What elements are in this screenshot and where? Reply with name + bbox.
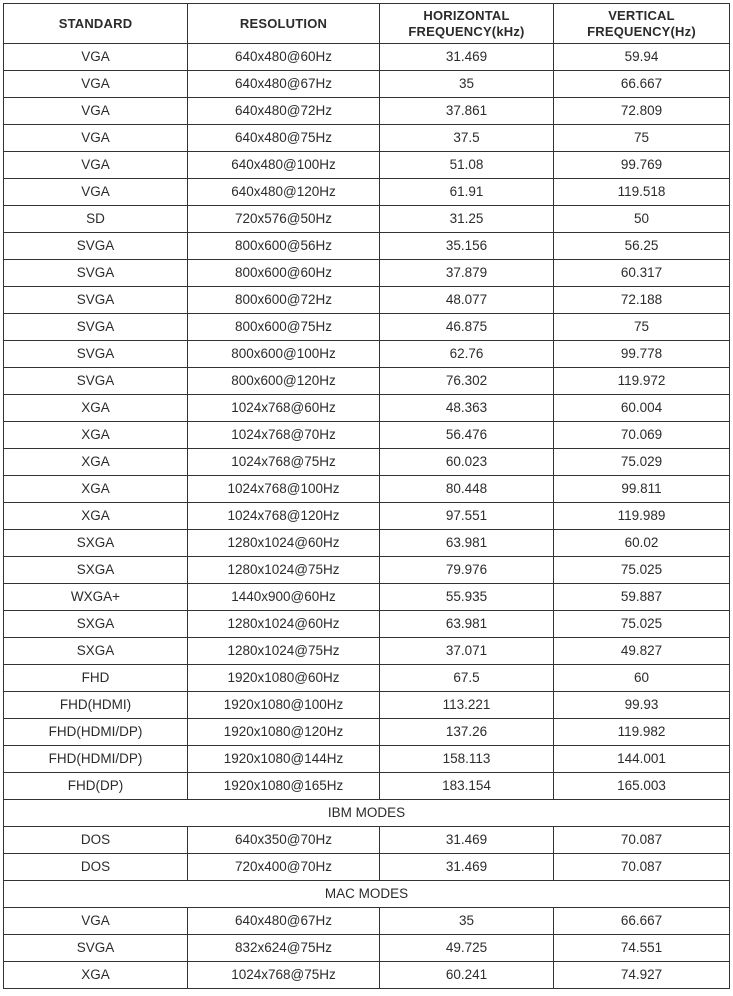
cell-standard: SVGA — [4, 287, 188, 314]
cell-resolution: 1920x1080@60Hz — [188, 665, 380, 692]
section-title: IBM MODES — [4, 800, 730, 827]
cell-resolution: 800x600@75Hz — [188, 314, 380, 341]
cell-resolution: 1440x900@60Hz — [188, 584, 380, 611]
table-row — [4, 314, 730, 341]
cell-horizontal-frequency: 37.5 — [380, 125, 554, 152]
cell-resolution: 640x480@60Hz — [188, 44, 380, 71]
cell-resolution: 832x624@75Hz — [188, 935, 380, 962]
cell-resolution: 1920x1080@120Hz — [188, 719, 380, 746]
table-row — [4, 503, 730, 530]
cell-horizontal-frequency: 76.302 — [380, 368, 554, 395]
table-row — [4, 827, 730, 854]
cell-resolution: 1920x1080@144Hz — [188, 746, 380, 773]
cell-resolution: 720x576@50Hz — [188, 206, 380, 233]
cell-standard: SVGA — [4, 314, 188, 341]
cell-resolution: 1024x768@70Hz — [188, 422, 380, 449]
cell-standard: FHD(HDMI) — [4, 692, 188, 719]
cell-vertical-frequency: 144.001 — [554, 746, 730, 773]
cell-horizontal-frequency: 63.981 — [380, 611, 554, 638]
cell-horizontal-frequency: 37.071 — [380, 638, 554, 665]
table-row — [4, 395, 730, 422]
cell-horizontal-frequency: 31.25 — [380, 206, 554, 233]
cell-vertical-frequency: 66.667 — [554, 908, 730, 935]
table-row — [4, 233, 730, 260]
cell-resolution: 1280x1024@60Hz — [188, 530, 380, 557]
cell-vertical-frequency: 60.317 — [554, 260, 730, 287]
cell-vertical-frequency: 165.003 — [554, 773, 730, 800]
cell-resolution: 1280x1024@75Hz — [188, 557, 380, 584]
cell-standard: SVGA — [4, 368, 188, 395]
cell-horizontal-frequency: 60.023 — [380, 449, 554, 476]
cell-standard: VGA — [4, 44, 188, 71]
cell-vertical-frequency: 119.518 — [554, 179, 730, 206]
cell-horizontal-frequency: 48.077 — [380, 287, 554, 314]
cell-standard: FHD(DP) — [4, 773, 188, 800]
cell-horizontal-frequency: 62.76 — [380, 341, 554, 368]
cell-horizontal-frequency: 31.469 — [380, 827, 554, 854]
cell-resolution: 640x480@67Hz — [188, 71, 380, 98]
table-row — [4, 962, 730, 989]
cell-vertical-frequency: 60 — [554, 665, 730, 692]
cell-vertical-frequency: 70.087 — [554, 854, 730, 881]
cell-resolution: 640x480@120Hz — [188, 179, 380, 206]
cell-horizontal-frequency: 60.241 — [380, 962, 554, 989]
cell-vertical-frequency: 66.667 — [554, 71, 730, 98]
table-row — [4, 611, 730, 638]
cell-horizontal-frequency: 37.879 — [380, 260, 554, 287]
cell-vertical-frequency: 119.989 — [554, 503, 730, 530]
section-title: MAC MODES — [4, 881, 730, 908]
cell-resolution: 800x600@60Hz — [188, 260, 380, 287]
cell-standard: VGA — [4, 152, 188, 179]
cell-standard: FHD(HDMI/DP) — [4, 746, 188, 773]
cell-standard: FHD — [4, 665, 188, 692]
cell-vertical-frequency: 75 — [554, 125, 730, 152]
cell-vertical-frequency: 74.927 — [554, 962, 730, 989]
cell-standard: XGA — [4, 503, 188, 530]
table-row — [4, 584, 730, 611]
cell-horizontal-frequency: 61.91 — [380, 179, 554, 206]
cell-standard: SVGA — [4, 260, 188, 287]
table-row — [4, 746, 730, 773]
header-standard: STANDARD — [4, 4, 188, 44]
cell-resolution: 640x350@70Hz — [188, 827, 380, 854]
cell-resolution: 1280x1024@60Hz — [188, 611, 380, 638]
cell-resolution: 800x600@120Hz — [188, 368, 380, 395]
table-row — [4, 935, 730, 962]
timing-table — [3, 3, 730, 989]
table-row — [4, 476, 730, 503]
cell-standard: XGA — [4, 449, 188, 476]
table-row — [4, 854, 730, 881]
header-row — [4, 4, 730, 44]
cell-vertical-frequency: 119.982 — [554, 719, 730, 746]
cell-resolution: 800x600@72Hz — [188, 287, 380, 314]
table-row — [4, 449, 730, 476]
table-row — [4, 368, 730, 395]
table-row — [4, 125, 730, 152]
table-row — [4, 719, 730, 746]
cell-resolution: 1920x1080@165Hz — [188, 773, 380, 800]
cell-standard: VGA — [4, 71, 188, 98]
header-horizontal-frequency: HORIZONTAL FREQUENCY(kHz) — [380, 4, 554, 44]
cell-horizontal-frequency: 31.469 — [380, 44, 554, 71]
cell-horizontal-frequency: 63.981 — [380, 530, 554, 557]
cell-resolution: 1024x768@75Hz — [188, 962, 380, 989]
cell-standard: WXGA+ — [4, 584, 188, 611]
cell-vertical-frequency: 59.94 — [554, 44, 730, 71]
cell-standard: VGA — [4, 125, 188, 152]
table-row — [4, 773, 730, 800]
cell-vertical-frequency: 50 — [554, 206, 730, 233]
cell-standard: SVGA — [4, 233, 188, 260]
cell-horizontal-frequency: 79.976 — [380, 557, 554, 584]
cell-standard: VGA — [4, 98, 188, 125]
cell-vertical-frequency: 60.004 — [554, 395, 730, 422]
cell-vertical-frequency: 70.069 — [554, 422, 730, 449]
cell-horizontal-frequency: 97.551 — [380, 503, 554, 530]
cell-standard: SXGA — [4, 557, 188, 584]
table-row — [4, 206, 730, 233]
table-row — [4, 692, 730, 719]
cell-resolution: 800x600@100Hz — [188, 341, 380, 368]
cell-standard: SVGA — [4, 341, 188, 368]
cell-resolution: 1920x1080@100Hz — [188, 692, 380, 719]
header-resolution: RESOLUTION — [188, 4, 380, 44]
cell-standard: DOS — [4, 827, 188, 854]
cell-standard: XGA — [4, 422, 188, 449]
cell-horizontal-frequency: 113.221 — [380, 692, 554, 719]
cell-vertical-frequency: 70.087 — [554, 827, 730, 854]
table-row — [4, 287, 730, 314]
cell-horizontal-frequency: 35 — [380, 908, 554, 935]
cell-horizontal-frequency: 35.156 — [380, 233, 554, 260]
table-row — [4, 665, 730, 692]
cell-resolution: 640x480@100Hz — [188, 152, 380, 179]
cell-horizontal-frequency: 56.476 — [380, 422, 554, 449]
cell-horizontal-frequency: 49.725 — [380, 935, 554, 962]
cell-vertical-frequency: 75.025 — [554, 557, 730, 584]
cell-standard: SXGA — [4, 611, 188, 638]
cell-vertical-frequency: 99.811 — [554, 476, 730, 503]
cell-standard: FHD(HDMI/DP) — [4, 719, 188, 746]
table-body — [4, 44, 730, 989]
header-vertical-frequency: VERTICAL FREQUENCY(Hz) — [554, 4, 730, 44]
cell-vertical-frequency: 99.769 — [554, 152, 730, 179]
cell-resolution: 640x480@72Hz — [188, 98, 380, 125]
cell-standard: VGA — [4, 908, 188, 935]
cell-horizontal-frequency: 35 — [380, 71, 554, 98]
cell-resolution: 1280x1024@75Hz — [188, 638, 380, 665]
cell-horizontal-frequency: 80.448 — [380, 476, 554, 503]
cell-horizontal-frequency: 67.5 — [380, 665, 554, 692]
cell-resolution: 1024x768@60Hz — [188, 395, 380, 422]
table-row — [4, 71, 730, 98]
cell-standard: SXGA — [4, 530, 188, 557]
cell-resolution: 720x400@70Hz — [188, 854, 380, 881]
cell-resolution: 640x480@67Hz — [188, 908, 380, 935]
cell-standard: XGA — [4, 476, 188, 503]
table-row — [4, 98, 730, 125]
cell-standard: SXGA — [4, 638, 188, 665]
cell-standard: XGA — [4, 962, 188, 989]
cell-standard: XGA — [4, 395, 188, 422]
cell-vertical-frequency: 49.827 — [554, 638, 730, 665]
cell-horizontal-frequency: 183.154 — [380, 773, 554, 800]
cell-horizontal-frequency: 48.363 — [380, 395, 554, 422]
cell-horizontal-frequency: 31.469 — [380, 854, 554, 881]
table-header — [4, 4, 730, 44]
cell-horizontal-frequency: 46.875 — [380, 314, 554, 341]
cell-vertical-frequency: 59.887 — [554, 584, 730, 611]
table-row — [4, 422, 730, 449]
cell-vertical-frequency: 72.188 — [554, 287, 730, 314]
cell-vertical-frequency: 74.551 — [554, 935, 730, 962]
cell-resolution: 1024x768@100Hz — [188, 476, 380, 503]
cell-standard: SVGA — [4, 935, 188, 962]
table-row — [4, 341, 730, 368]
cell-horizontal-frequency: 137.26 — [380, 719, 554, 746]
cell-vertical-frequency: 75 — [554, 314, 730, 341]
table-row — [4, 530, 730, 557]
cell-standard: VGA — [4, 179, 188, 206]
cell-horizontal-frequency: 37.861 — [380, 98, 554, 125]
cell-vertical-frequency: 119.972 — [554, 368, 730, 395]
cell-resolution: 800x600@56Hz — [188, 233, 380, 260]
cell-vertical-frequency: 99.778 — [554, 341, 730, 368]
table-row — [4, 260, 730, 287]
section-header-row — [4, 800, 730, 827]
table-row — [4, 638, 730, 665]
cell-vertical-frequency: 72.809 — [554, 98, 730, 125]
table-row — [4, 908, 730, 935]
cell-resolution: 1024x768@75Hz — [188, 449, 380, 476]
cell-standard: SD — [4, 206, 188, 233]
cell-horizontal-frequency: 158.113 — [380, 746, 554, 773]
table-row — [4, 44, 730, 71]
table-row — [4, 179, 730, 206]
cell-horizontal-frequency: 55.935 — [380, 584, 554, 611]
cell-horizontal-frequency: 51.08 — [380, 152, 554, 179]
cell-vertical-frequency: 75.025 — [554, 611, 730, 638]
cell-resolution: 1024x768@120Hz — [188, 503, 380, 530]
cell-resolution: 640x480@75Hz — [188, 125, 380, 152]
table-row — [4, 152, 730, 179]
cell-vertical-frequency: 75.029 — [554, 449, 730, 476]
cell-vertical-frequency: 56.25 — [554, 233, 730, 260]
section-header-row — [4, 881, 730, 908]
table-row — [4, 557, 730, 584]
cell-vertical-frequency: 99.93 — [554, 692, 730, 719]
cell-vertical-frequency: 60.02 — [554, 530, 730, 557]
cell-standard: DOS — [4, 854, 188, 881]
